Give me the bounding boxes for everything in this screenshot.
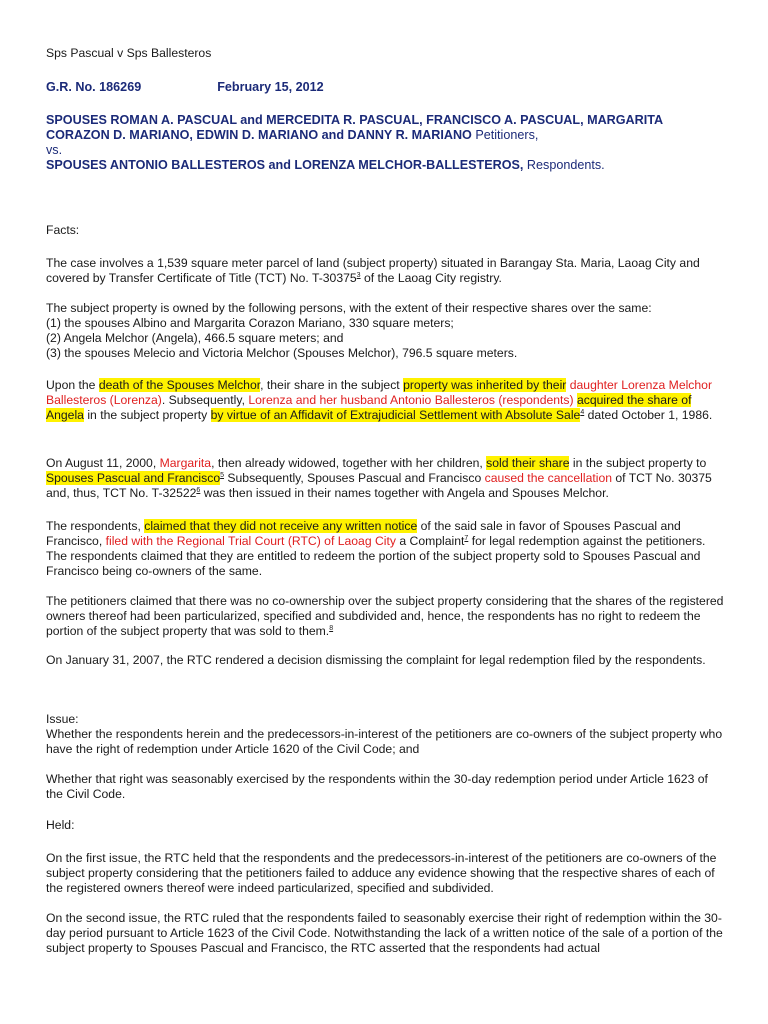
text: The case involves a 1,539 square meter parcel of land (subject property) situated in Barangay Sta. Maria, Laoag City and covered by Transfer Certificate of Title (TCT) No. T-30375 — [46, 256, 700, 285]
facts-paragraph-7: On January 31, 2007, the RTC rendered a decision dismissing the complaint for legal redemption filed by the respondents. — [46, 653, 706, 667]
facts-paragraph-3 — [46, 378, 726, 423]
highlight: acquired the share of Angela — [46, 393, 692, 422]
footnote-ref[interactable]: 7 — [464, 534, 469, 542]
petitioners-names: SPOUSES ROMAN A. PASCUAL and MERCEDITA R. PASCUAL, FRANCISCO A. PASCUAL, MARGARITA CORAZON D. MARIANO, EDWIN D. MARIANO and DANNY R. MARIANO — [46, 113, 663, 142]
footnote-ref[interactable]: 6 — [196, 486, 201, 494]
text: Upon the — [46, 378, 99, 392]
footnote-ref[interactable]: 5 — [220, 471, 225, 479]
versus: vs. — [46, 143, 63, 157]
facts-paragraph-2 — [46, 301, 726, 361]
list-item: (2) Angela Melchor (Angela), 466.5 square meters; and — [46, 331, 344, 345]
decision-date: February 15, 2012 — [217, 80, 324, 94]
footnote-ref[interactable]: 4 — [580, 408, 585, 416]
list-item: (1) the spouses Albino and Margarita Corazon Mariano, 330 square meters; — [46, 316, 454, 330]
facts-paragraph-5 — [46, 519, 726, 579]
text: for legal redemption against the petitioners. The respondents claimed that they are entitled to redeem the portion of the subject property sold to Spouses Pascual and Francisco being co-owners of the same. — [46, 534, 706, 578]
highlight: Spouses Pascual and Francisco — [46, 471, 221, 485]
case-number-line — [46, 80, 726, 95]
red-annotation: filed with the Regional Trial Court (RTC) of Laoag City — [105, 534, 396, 548]
text: a Complaint — [395, 534, 465, 548]
gr-number: G.R. No. 186269 — [46, 80, 142, 94]
held-paragraph-1: On the first issue, the RTC held that the respondents and the predecessors-in-interest of the petitioners are co-owners of the subject property considering that the petitioners failed to adduce any evidence showing that the respective shares of each of the registered owners thereof were indeed particularized, specified and subdivided. — [46, 851, 717, 895]
highlight: property was inherited by their — [403, 378, 567, 392]
held-paragraph-2: On the second issue, the RTC ruled that the respondents failed to seasonably exercise their right of redemption within the 30-day period pursuant to Article 1623 of the Civil Code. Notwithstanding the lack of a written notice of the sale of a portion of the subject property to Spouses Pascual and Francisco, the RTC asserted that the respondents had actual — [46, 911, 723, 955]
petitioners-label: Petitioners, — [475, 128, 539, 142]
respondents-names: SPOUSES ANTONIO BALLESTEROS and LORENZA MELCHOR-BALLESTEROS, — [46, 158, 524, 172]
text: . Subsequently, — [161, 393, 249, 407]
facts-heading: Facts: — [46, 223, 80, 237]
text: of the Laoag City registry. — [360, 271, 502, 285]
text: in the subject property — [83, 408, 211, 422]
respondents-label: Respondents. — [526, 158, 605, 172]
issue-block — [46, 712, 726, 757]
text: of TCT No. 30375 and, thus, TCT No. T-32522 — [46, 471, 712, 500]
case-short-title: Sps Pascual v Sps Ballesteros — [46, 46, 212, 60]
text: The respondents, — [46, 519, 145, 533]
text: , their share in the subject — [260, 378, 404, 392]
highlight: sold their share — [486, 456, 570, 470]
red-annotation: caused the cancellation — [484, 471, 613, 485]
text: was then issued in their names together with Angela and Spouses Melchor. — [200, 486, 609, 500]
footnote-ref[interactable]: 3 — [356, 271, 361, 279]
text: On August 11, 2000, — [46, 456, 160, 470]
text: The petitioners claimed that there was no co-ownership over the subject property considering that the shares of the registered owners thereof had been particularized, specified and subdivided and, hence, the respondents has no right to redeem the portion of the subject property that was sold to them. — [46, 594, 724, 638]
issue-question-1: Whether the respondents herein and the predecessors-in-interest of the petitioners are co-owners of the subject property who have the right of redemption under Article 1620 of the Civil Code; and — [46, 727, 723, 756]
text: of the said sale in favor of Spouses Pascual and Francisco, — [46, 519, 681, 548]
red-annotation: Margarita — [159, 456, 212, 470]
highlight: claimed that they did not receive any written notice — [144, 519, 418, 533]
text: dated October 1, 1986. — [584, 408, 713, 422]
footnote-ref[interactable]: 8 — [329, 624, 334, 632]
highlight: death of the Spouses Melchor — [98, 378, 261, 392]
issue-heading: Issue: — [46, 712, 79, 726]
text: The subject property is owned by the following persons, with the extent of their respective shares over the same: — [46, 301, 652, 315]
facts-paragraph-1 — [46, 256, 726, 286]
facts-paragraph-6 — [46, 594, 726, 639]
list-item: (3) the spouses Melecio and Victoria Melchor (Spouses Melchor), 796.5 square meters. — [46, 346, 518, 360]
red-annotation: Lorenza and her husband Antonio Ballesteros (respondents) — [248, 393, 574, 407]
held-heading: Held: — [46, 818, 75, 832]
petitioners-block — [46, 113, 726, 173]
facts-paragraph-4 — [46, 456, 726, 501]
highlight: by virtue of an Affidavit of Extrajudicial Settlement with Absolute Sale — [210, 408, 581, 422]
text: , then already widowed, together with her children, — [211, 456, 487, 470]
issue-question-2: Whether that right was seasonably exercised by the respondents within the 30-day redemption period under Article 1623 of the Civil Code. — [46, 772, 708, 801]
text: Subsequently, Spouses Pascual and Francisco — [224, 471, 485, 485]
text: in the subject property to — [569, 456, 707, 470]
red-annotation: daughter Lorenza Melchor Ballesteros (Lorenza) — [46, 378, 713, 407]
